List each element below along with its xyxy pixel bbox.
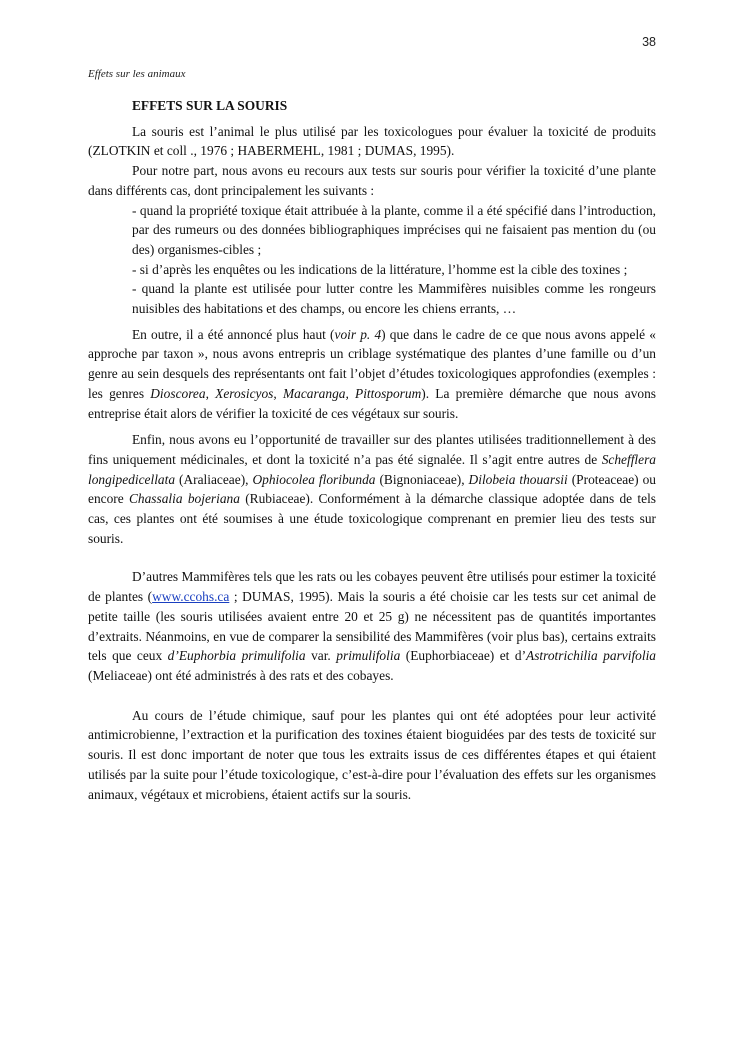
text-run: var. bbox=[305, 648, 337, 664]
species-name: d’Euphorbia primulifolia bbox=[167, 648, 306, 664]
ccohs-link[interactable]: www.ccohs.ca bbox=[152, 589, 230, 605]
text-run: , bbox=[205, 385, 216, 401]
running-head: Effets sur les animaux bbox=[88, 68, 186, 80]
text-run: , bbox=[273, 385, 283, 401]
variety-name: primulifolia bbox=[336, 648, 401, 664]
text-run: (Araliaceae), bbox=[175, 471, 253, 487]
page-reference: voir p. 4 bbox=[334, 326, 382, 342]
genus-name: Dioscorea bbox=[150, 385, 206, 401]
text-run: ). La première démarche que nous avons entreprise était alors de vérifier la toxicité de ces végétaux sur souris. bbox=[88, 385, 656, 421]
paragraph-5 bbox=[88, 567, 656, 685]
paragraph-6: Au cours de l’étude chimique, sauf pour les plantes qui ont été adoptées pour leur activité antimicrobienne, l’extraction et la purification des toxines étaient bioguidées par des tests de toxicité sur souris. Il est donc important de noter que tous les extraits issus de ces différentes étapes et qui étaient utilisés par la suite pour l’étude toxicologique, c’est-à-dire pour l’évaluation des effets sur les organismes animaux, végétaux et microbiens, étaient actifs sur la souris. bbox=[88, 707, 656, 802]
paragraph-1: La souris est l’animal le plus utilisé par les toxicologues pour évaluer la toxicité de produits (ZLOTKIN et coll ., 1976 ; HABERMEHL, 1981 ; DUMAS, 1995). bbox=[88, 123, 656, 159]
text-run: ; DUMAS, 1995). Mais la souris a été choisie car les tests sur cet animal de petite taille (les souris utilisées avaient entre 20 et 25 g) ne nécessitent pas de quantités importantes d’extraits. Néanmoins, en vue de comparer la sensibilité des Mammifères (voir plus bas), certains extraits tels que ceux bbox=[88, 589, 656, 664]
text-run: (Proteaceae) ou encore bbox=[88, 471, 656, 507]
text-run: ) que dans le cadre de ce que nous avons appelé « approche par taxon », nous avons entrepris un criblage systématique des plantes d’une famille ou d’un genre au sein desquels des représentants ont fait l’objet d’études toxicologiques approfondies (exemples : les genres bbox=[88, 326, 656, 401]
paragraph-4 bbox=[88, 430, 656, 548]
text-run: (Meliaceae) ont été administrés à des rats et des cobayes. bbox=[88, 667, 394, 683]
criteria-list bbox=[88, 201, 656, 319]
list-item: - quand la propriété toxique était attribuée à la plante, comme il a été spécifié dans l’introduction, par des rumeurs ou des données bibliographiques imprécises qui ne faisaient pas mention du (ou des) organismes-cibles ; bbox=[132, 202, 656, 257]
text-run: D’autres Mammifères tels que les rats ou les cobayes peuvent être utilisés pour estimer la toxicité de plantes ( bbox=[88, 569, 656, 605]
genus-name: Xerosicyos bbox=[215, 385, 274, 401]
document-body bbox=[88, 96, 656, 804]
species-name: Ophiocolea floribunda bbox=[252, 471, 376, 487]
list-item: - quand la plante est utilisée pour lutter contre les Mammifères nuisibles comme les rongeurs nuisibles des habitations et des champs, ou encore les chiens errants, … bbox=[132, 281, 656, 317]
text-run: Enfin, nous avons eu l’opportunité de travailler sur des plantes utilisées traditionnellement à des fins uniquement médicinales, et dont la toxicité n’a pas été signalée. Il s’agit entre autres de bbox=[88, 432, 656, 467]
species-name: Chassalia bojeriana bbox=[128, 491, 240, 507]
genus-name: Macaranga, Pittosporum bbox=[282, 385, 422, 401]
page-number: 38 bbox=[642, 35, 656, 49]
list-item: - si d’après les enquêtes ou les indications de la littérature, l’homme est la cible des toxines ; bbox=[132, 261, 628, 277]
text-run: (Bignoniaceae), bbox=[375, 471, 469, 487]
paragraph-3 bbox=[88, 325, 656, 424]
text-run: (Euphorbiaceae) et d’ bbox=[400, 648, 527, 664]
species-name: Schefflera longipedicellata bbox=[88, 451, 656, 487]
paragraph-2: Pour notre part, nous avons eu recours aux tests sur souris pour vérifier la toxicité d’une plante dans différents cas, dont principalement les suivants : bbox=[88, 163, 656, 198]
species-name: Dilobeia thouarsii bbox=[468, 471, 568, 487]
text-run: (Rubiaceae). Conformément à la démarche classique adoptée dans de tels cas, ces plantes ont été soumises à une étude toxicologique comprenant en premier lieu des tests sur souris. bbox=[88, 491, 656, 546]
text-run: En outre, il a été annoncé plus haut ( bbox=[132, 326, 335, 342]
section-title: EFFETS SUR LA SOURIS bbox=[132, 98, 288, 113]
species-name: Astrotrichilia parvifolia bbox=[526, 648, 657, 664]
